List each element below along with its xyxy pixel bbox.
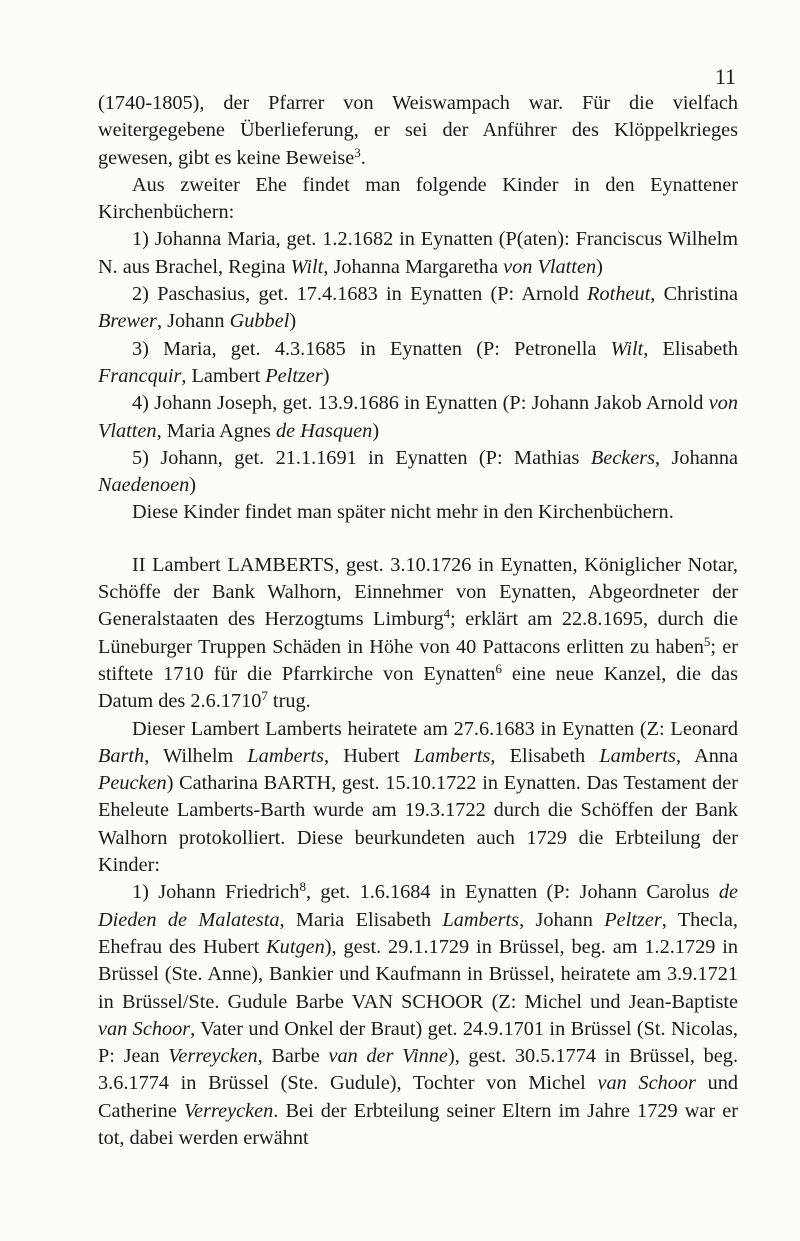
footnote-ref: 7 <box>261 688 268 704</box>
section-gap <box>98 527 738 552</box>
list-item: 1) Johann Friedrich$^8$, get. 1.6.1684 in Eynatten (P: Johann Carolus de Dieden de Malatesta, Maria Elisabeth Lamberts, Johann Peltzer, Thecla, Ehefrau des Hubert Kutgen), gest. 29.1.1729 in Brüssel, beg. am 1.2.1729 in Brüssel (Ste. Anne), Bankier und Kaufmann in Brüssel, heiratete am 3.9.1721 in Brüssel/Ste. Gudule Barbe VAN SCHOOR (Z: Michel und Jean-Baptiste van Schoor, Vater und Onkel der Braut) get. 24.9.1701 in Brüssel (St. Nicolas, P: Jean Verreycken, Barbe van der Vinne), gest. 30.5.1774 in Brüssel, beg. 3.6.1774 in Brüssel (Ste. Gudule), Tochter von Michel van Schoor und Catherine Verreycken. Bei der Erbteilung seiner Eltern im Jahre 1729 war er tot, dabei werden erwähnt <box>98 879 739 1149</box>
footnote-ref: 6 <box>495 660 502 676</box>
paragraph-marriage: Dieser Lambert Lamberts heiratete am 27.6.1683 in Eynatten (Z: Leonard Barth, Wilhelm Lamberts, Hubert Lamberts, Elisabeth Lamberts, Anna Peucken) Catharina BARTH, gest. 15.10.1722 in Eynatten. Das Testament der Eheleute Lamberts-Barth wurde am 19.3.1722 durch die Schöffen der Bank Walhorn protokolliert. Diese beurkundeten auch 1729 die Erbteilung der Kinder: <box>98 717 739 877</box>
paragraph-children-intro: Aus zweiter Ehe findet man folgende Kinder in den Eynattener Kirchenbüchern: <box>98 173 738 224</box>
list-item: 2) Paschasius, get. 17.4.1683 in Eynatten (P: Arnold Rotheut, Christina Brewer, Johann Gubbel) <box>98 283 738 333</box>
list-item: 5) Johann, get. 21.1.1691 in Eynatten (P: Mathias Beckers, Johanna Naedenoen) <box>98 446 738 497</box>
list-item: 3) Maria, get. 4.3.1685 in Eynatten (P: Petronella Wilt, Elisabeth Francquir, Lambert Peltzer) <box>98 337 738 387</box>
paragraph-note: Diese Kinder findet man später nicht mehr in den Kirchenbüchern. <box>132 501 674 524</box>
list-item: 4) Johann Joseph, get. 13.9.1686 in Eynatten (P: Johann Jakob Arnold von Vlatten, Maria Agnes de Hasquen) <box>98 392 738 442</box>
footnote-ref: 3 <box>354 144 361 160</box>
section-lambert-lamberts: II Lambert LAMBERTS, gest. 3.10.1726 in Eynatten, Königlicher Notar, Schöffe der Bank Walhorn, Einnehmer von Eynatten, Abgeordneter der Generalstaaten des Herzogtums Limburg$^4$; erklärt am 22.8.1695, durch die Lüneburger Truppen Schäden in Höhe von 40 Pattacons erlitten zu haben$^5$; er stiftete 1710 für die Pfarrkirche von Eynatten$^6$ eine neue Kanzel, die das Datum des 2.6.1710$^7$ trug. <box>98 553 738 713</box>
footnote-ref: 4 <box>443 606 451 622</box>
footnote-ref: 5 <box>703 633 711 649</box>
footnote-ref: 8 <box>299 879 306 895</box>
paragraph-intro: (1740-1805), der Pfarrer von Weiswampach war. Für die vielfach weitergegebene Überlieferung, er sei der Anführer des Klöppelkrieges gewesen, gibt es keine Beweise$^3$. <box>98 92 738 169</box>
list-item: 1) Johanna Maria, get. 1.2.1682 in Eynatten (P(aten): Franciscus Wilhelm N. aus Brachel, Regina Wilt, Johanna Margaretha von Vlatten) <box>98 228 738 278</box>
page-number: 11 <box>714 64 736 89</box>
document-body <box>98 90 738 1152</box>
